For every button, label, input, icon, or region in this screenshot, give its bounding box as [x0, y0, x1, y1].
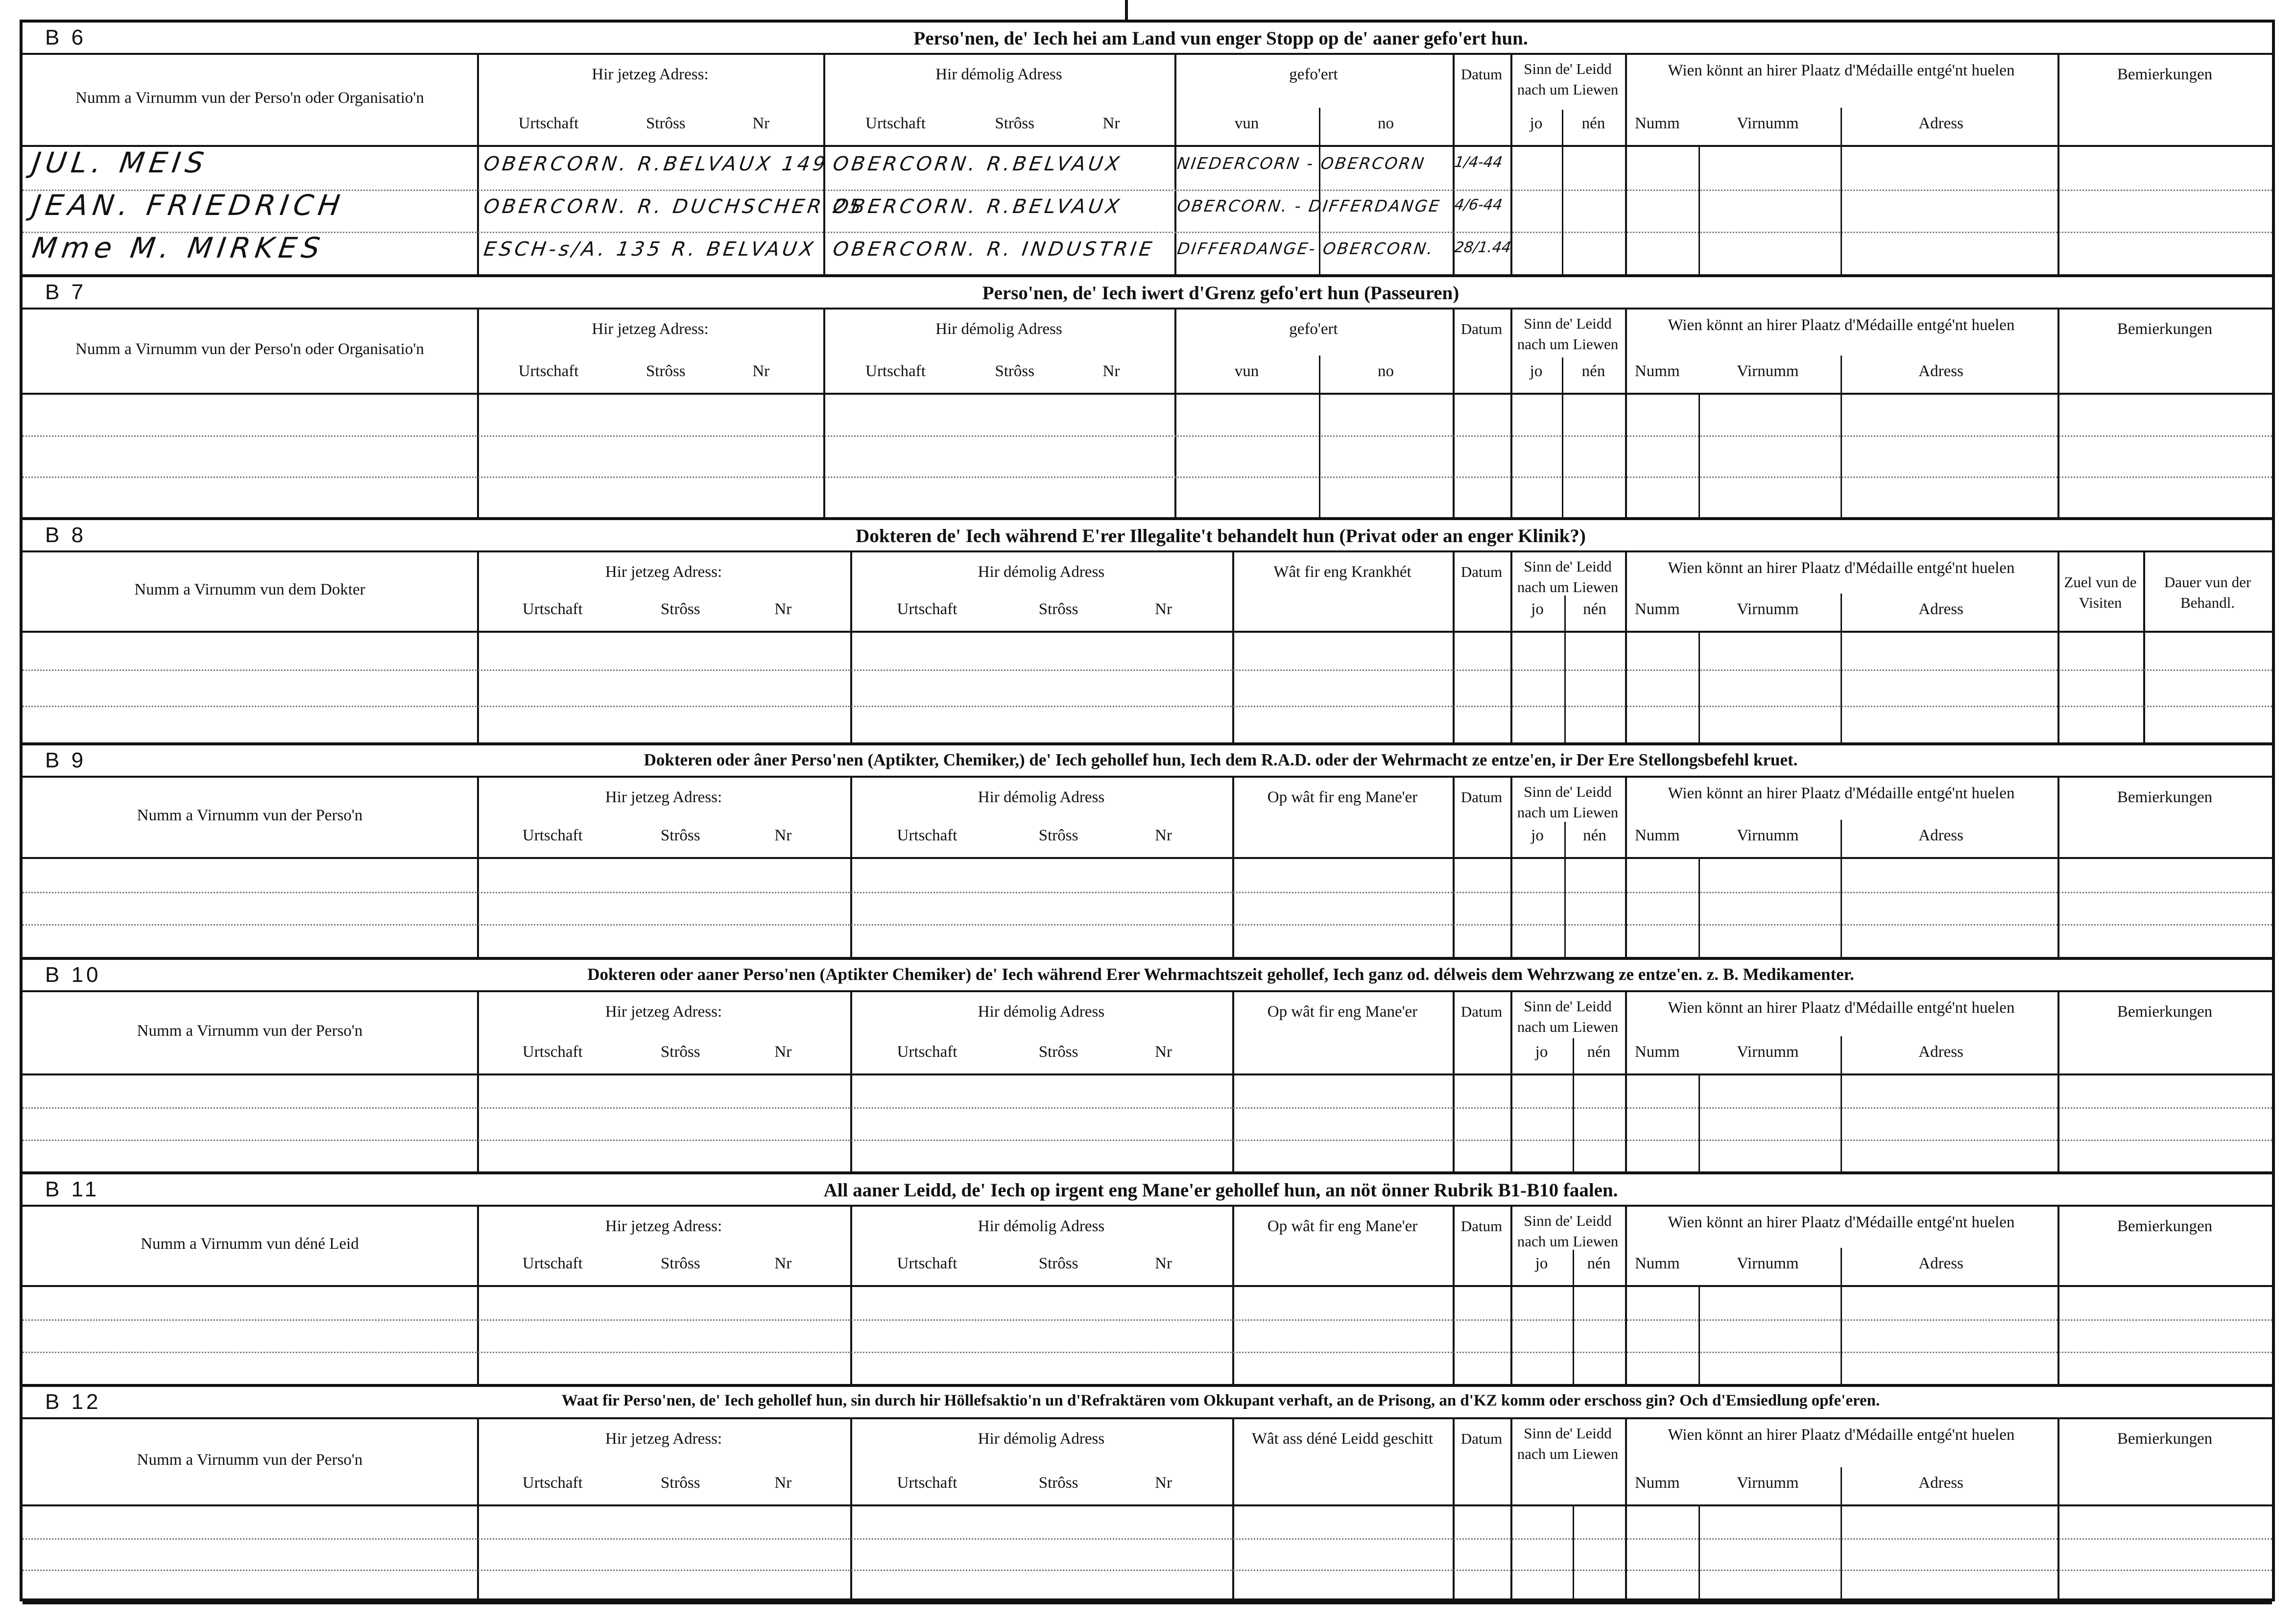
urtschaft-label: Urtschaft	[865, 362, 926, 380]
current-address-header: Hir jetzeg Adress:	[592, 66, 709, 83]
medal-firstname-label: Virnumm	[1737, 1474, 1799, 1492]
date-header: Datum	[1460, 1003, 1503, 1020]
section-title-row	[23, 520, 2272, 552]
handwritten-date: 4/6-44	[1453, 196, 1504, 214]
no-label: nén	[1583, 600, 1606, 618]
stross-label: Strôss	[995, 362, 1035, 380]
urtschaft-label: Urtschaft	[522, 1474, 583, 1492]
handwritten-route: OBERCORN. - DIFFERDANGE	[1176, 196, 1442, 215]
urtschaft-label: Urtschaft	[522, 1255, 583, 1272]
medal-firstname-label: Virnumm	[1737, 600, 1799, 618]
medal-name-label: Numm	[1634, 1255, 1680, 1272]
column-divider	[1232, 778, 1234, 957]
medal-header: Wien könnt an hirer Plaatz d'Médaille entgé'nt huelen	[1668, 62, 2015, 79]
medal-name-label: Numm	[1634, 115, 1680, 132]
yes-label: jo	[1530, 115, 1543, 132]
nr-label: Nr	[1102, 362, 1120, 380]
name-column-header: Numm a Virnumm vun dem Dokter	[134, 581, 365, 598]
column-divider	[1232, 992, 1234, 1171]
date-header: Datum	[1460, 563, 1503, 580]
mid-column-header: Op wât fir eng Mane'er	[1267, 788, 1418, 806]
name-column-header: Numm a Virnumm vun der Perso'n	[137, 807, 363, 824]
handwritten-name: Mme M. MIRKES	[30, 231, 327, 264]
remarks-header: Bemierkungen	[2117, 788, 2213, 806]
medal-subdivider	[1698, 147, 1700, 274]
nr-label: Nr	[1155, 1474, 1172, 1492]
remarks-header: Bemierkungen	[2117, 1430, 2213, 1448]
stross-label: Strôss	[1038, 827, 1078, 844]
stross-label: Strôss	[1038, 1255, 1078, 1272]
former-address-header: Hir démolig Adress	[935, 66, 1062, 83]
section-b8	[23, 520, 2272, 745]
alive-header: Sinn de' Leidd nach um Liewen	[1517, 783, 1619, 821]
medal-firstname-label: Virnumm	[1737, 827, 1799, 844]
column-divider	[1625, 1207, 1627, 1384]
column-divider	[1174, 55, 1176, 274]
yes-label: jo	[1535, 1255, 1548, 1272]
alive-header: Sinn de' Leidd nach um Liewen	[1517, 558, 1619, 596]
handwritten-date: 28/1.44	[1453, 239, 1512, 256]
handwritten-former-address: OBERCORN. R. INDUSTRIE	[831, 238, 1156, 261]
stross-label: Strôss	[1038, 1043, 1078, 1061]
column-divider	[823, 310, 825, 517]
column-divider	[1625, 55, 1627, 274]
alive-header: Sinn de' Leidd nach um Liewen	[1517, 1425, 1619, 1462]
stross-label: Strôss	[1038, 600, 1078, 618]
medal-subdivider	[1698, 395, 1700, 517]
section-title: Dokteren oder aaner Perso'nen (Aptikter Chemiker) de' Iech während Erer Wehrmachtszeit gehollef, Iech ganz od. délweis dem Wehrzwang ze entze'en. z. B. Medikamenter.	[587, 965, 1854, 984]
mid-column-header: Op wât fir eng Mane'er	[1267, 1003, 1418, 1021]
column-divider	[1625, 992, 1627, 1171]
nr-label: Nr	[774, 1474, 792, 1492]
header-separator	[23, 631, 2272, 633]
nr-label: Nr	[774, 827, 792, 844]
former-address-header: Hir démolig Adress	[978, 563, 1105, 581]
header-separator	[23, 1285, 2272, 1287]
stross-label: Strôss	[660, 1255, 700, 1272]
section-code: B 6	[45, 25, 87, 49]
handwritten-current-address: OBERCORN. R. DUCHSCHER 25	[482, 195, 866, 218]
section-title: Perso'nen, de' Iech iwert d'Grenz gefo'ert hun (Passeuren)	[982, 283, 1459, 304]
medal-subdivider	[1698, 1075, 1700, 1171]
header-separator	[23, 1504, 2272, 1506]
former-address-header: Hir démolig Adress	[935, 320, 1062, 338]
name-column-header: Numm a Virnumm vun der Perso'n	[137, 1451, 363, 1469]
mid-column-header: Op wât fir eng Mane'er	[1267, 1217, 1418, 1235]
medal-firstname-label: Virnumm	[1737, 1043, 1799, 1061]
section-code: B 10	[45, 963, 101, 987]
alive-header: Sinn de' Leidd nach um Liewen	[1517, 315, 1619, 353]
remarks-header: Bemierkungen	[2117, 1003, 2213, 1021]
medal-subdivider	[1698, 1506, 1700, 1601]
handwritten-former-address: OBERCORN. R.BELVAUX	[831, 153, 1124, 175]
entry-row-line	[23, 232, 2272, 233]
entry-row-line	[23, 1319, 2272, 1321]
entry-row-line	[23, 892, 2272, 893]
section-grid	[23, 1419, 2272, 1601]
header-separator	[23, 857, 2272, 859]
header-separator	[23, 393, 2272, 395]
entry-row-line	[23, 1570, 2272, 1571]
name-column-header: Numm a Virnumm vun déné Leid	[141, 1235, 359, 1253]
medal-firstname-label: Virnumm	[1737, 362, 1799, 380]
section-b9	[23, 745, 2272, 960]
section-grid	[23, 310, 2272, 517]
handwritten-current-address: ESCH-s/A. 135 R. BELVAUX	[482, 238, 818, 261]
column-divider	[1510, 1207, 1512, 1384]
header-separator	[23, 145, 2272, 147]
mid-column-header: Wât ass déné Leidd geschitt	[1251, 1430, 1434, 1448]
section-title-row	[23, 23, 2272, 55]
entry-row-line	[23, 1538, 2272, 1540]
column-divider	[1453, 310, 1455, 517]
handwritten-route: DIFFERDANGE- OBERCORN.	[1176, 239, 1435, 258]
urtschaft-label: Urtschaft	[897, 600, 957, 618]
column-divider	[1174, 310, 1176, 517]
medal-name-label: Numm	[1634, 1474, 1680, 1492]
section-b7	[23, 277, 2272, 520]
date-header: Datum	[1460, 1430, 1503, 1447]
urtschaft-label: Urtschaft	[522, 600, 583, 618]
column-divider	[1625, 552, 1627, 742]
stross-label: Strôss	[995, 115, 1035, 132]
section-grid	[23, 55, 2272, 274]
stross-label: Strôss	[660, 1043, 700, 1061]
alive-header: Sinn de' Leidd nach um Liewen	[1517, 998, 1619, 1035]
medal-address-label: Adress	[1918, 1474, 1963, 1492]
medal-name-label: Numm	[1634, 362, 1680, 380]
no-label: nén	[1583, 827, 1606, 844]
medal-subdivider	[1698, 859, 1700, 957]
medal-address-label: Adress	[1918, 362, 1963, 380]
section-code: B 7	[45, 280, 87, 304]
top-edge-mark	[1125, 0, 1128, 22]
section-title: Dokteren oder âner Perso'nen (Aptikter, Chemiker,) de' Iech gehollef hun, Iech dem R.A.D. oder der Wehrmacht ze entze'en, ir Der Ere Stellongsbefehl kruet.	[644, 750, 1798, 769]
medal-name-label: Numm	[1634, 600, 1680, 618]
section-title: Dokteren de' Iech während E'rer Illegalite't behandelt hun (Privat oder an enger Klinik?)	[856, 525, 1586, 547]
medal-subdivider	[1698, 1287, 1700, 1384]
entry-row-line	[23, 190, 2272, 191]
urtschaft-label: Urtschaft	[865, 115, 926, 132]
medal-address-label: Adress	[1918, 600, 1963, 618]
urtschaft-label: Urtschaft	[897, 1474, 957, 1492]
column-divider	[1232, 552, 1234, 742]
section-code: B 9	[45, 748, 87, 772]
former-address-header: Hir démolig Adress	[978, 1217, 1105, 1235]
alive-header: Sinn de' Leidd nach um Liewen	[1517, 60, 1619, 98]
medal-firstname-label: Virnumm	[1737, 1255, 1799, 1272]
medal-name-label: Numm	[1634, 827, 1680, 844]
nr-label: Nr	[752, 362, 770, 380]
to-label: no	[1378, 362, 1394, 380]
entry-row-line	[23, 435, 2272, 437]
header-separator	[23, 1073, 2272, 1075]
current-address-header: Hir jetzeg Adress:	[605, 1217, 722, 1235]
urtschaft-label: Urtschaft	[897, 827, 957, 844]
medal-address-label: Adress	[1918, 115, 1963, 132]
no-label: nén	[1587, 1255, 1611, 1272]
section-grid	[23, 992, 2272, 1171]
date-header: Datum	[1460, 788, 1503, 806]
medal-header: Wien könnt an hirer Plaatz d'Médaille entgé'nt huelen	[1668, 316, 2015, 334]
column-divider	[2057, 55, 2059, 274]
column-divider	[2057, 310, 2059, 517]
stross-label: Strôss	[660, 600, 700, 618]
medal-header: Wien könnt an hirer Plaatz d'Médaille entgé'nt huelen	[1668, 785, 2015, 802]
column-divider	[1510, 552, 1512, 742]
section-code: B 12	[45, 1390, 101, 1414]
handwritten-name: JEAN. FRIEDRICH	[30, 189, 347, 222]
yes-label: jo	[1530, 362, 1543, 380]
date-header: Datum	[1460, 66, 1503, 83]
column-divider	[1510, 310, 1512, 517]
no-label: nén	[1587, 1043, 1611, 1061]
name-column-header: Numm a Virnumm vun der Perso'n oder Organisatio'n	[75, 89, 424, 107]
section-title: Perso'nen, de' Iech hei am Land vun enger Stopp op de' aaner gefo'ert hun.	[913, 28, 1528, 49]
nr-label: Nr	[1155, 600, 1172, 618]
mid-column-header: Wât fir eng Krankhét	[1273, 563, 1411, 581]
yes-label: jo	[1535, 1043, 1548, 1061]
nr-label: Nr	[1155, 1255, 1172, 1272]
urtschaft-label: Urtschaft	[897, 1043, 957, 1061]
handwritten-name: JUL. MEIS	[30, 146, 211, 179]
urtschaft-label: Urtschaft	[518, 115, 579, 132]
former-address-header: Hir démolig Adress	[978, 1430, 1105, 1448]
remarks-header: Bemierkungen	[2117, 66, 2213, 83]
nr-label: Nr	[1102, 115, 1120, 132]
section-grid	[23, 552, 2272, 742]
urtschaft-label: Urtschaft	[897, 1255, 957, 1272]
stross-label: Strôss	[660, 1474, 700, 1492]
medal-header: Wien könnt an hirer Plaatz d'Médaille entgé'nt huelen	[1668, 1214, 2015, 1231]
current-address-header: Hir jetzeg Adress:	[605, 1430, 722, 1448]
name-column-header: Numm a Virnumm vun der Perso'n oder Organisatio'n	[75, 340, 424, 358]
from-label: vun	[1234, 362, 1259, 380]
medal-address-label: Adress	[1918, 1255, 1963, 1272]
former-address-header: Hir démolig Adress	[978, 1003, 1105, 1021]
medal-name-label: Numm	[1634, 1043, 1680, 1061]
medal-subdivider	[1698, 633, 1700, 742]
current-address-header: Hir jetzeg Adress:	[592, 320, 709, 338]
name-column-header: Numm a Virnumm vun der Perso'n	[137, 1022, 363, 1040]
section-title-row	[23, 1174, 2272, 1207]
entry-row-line	[23, 1140, 2272, 1141]
nr-label: Nr	[774, 1043, 792, 1061]
to-label: no	[1378, 115, 1394, 132]
medal-header: Wien könnt an hirer Plaatz d'Médaille entgé'nt huelen	[1668, 559, 2015, 577]
alive-header: Sinn de' Leidd nach um Liewen	[1517, 1212, 1619, 1250]
current-address-header: Hir jetzeg Adress:	[605, 788, 722, 806]
nr-label: Nr	[774, 600, 792, 618]
remarks-header: Bemierkungen	[2117, 1217, 2213, 1235]
medal-firstname-label: Virnumm	[1737, 115, 1799, 132]
yes-label: jo	[1531, 600, 1544, 618]
nr-label: Nr	[752, 115, 770, 132]
duration-header: Dauer vun der Behandl.	[2164, 573, 2251, 611]
section-title: All aaner Leidd, de' Iech op irgent eng Mane'er gehollef hun, an nöt önner Rubrik B1-B10 faalen.	[823, 1180, 1618, 1201]
handwritten-date: 1/4-44	[1453, 154, 1504, 171]
section-b10	[23, 960, 2272, 1174]
handwritten-current-address: OBERCORN. R.BELVAUX 149	[482, 153, 830, 175]
section-grid	[23, 778, 2272, 957]
section-title-row	[23, 960, 2272, 992]
section-b6	[23, 23, 2272, 277]
former-address-header: Hir démolig Adress	[978, 788, 1105, 806]
stross-label: Strôss	[646, 115, 686, 132]
urtschaft-label: Urtschaft	[518, 362, 579, 380]
column-divider	[1625, 310, 1627, 517]
section-grid	[23, 1207, 2272, 1384]
medal-address-label: Adress	[1918, 827, 1963, 844]
section-b11	[23, 1174, 2272, 1387]
date-header: Datum	[1460, 320, 1503, 337]
entry-row-line	[23, 669, 2272, 671]
section-code: B 11	[45, 1177, 100, 1201]
from-label: vun	[1234, 115, 1259, 132]
current-address-header: Hir jetzeg Adress:	[605, 1003, 722, 1021]
entry-row-line	[23, 706, 2272, 707]
urtschaft-label: Urtschaft	[522, 827, 583, 844]
no-label: nén	[1581, 115, 1605, 132]
section-b12	[23, 1387, 2272, 1604]
medal-address-label: Adress	[1918, 1043, 1963, 1061]
medal-header: Wien könnt an hirer Plaatz d'Médaille entgé'nt huelen	[1668, 999, 2015, 1017]
column-divider	[1510, 1419, 1512, 1601]
column-divider	[1510, 992, 1512, 1171]
handwritten-route: NIEDERCORN - OBERCORN	[1176, 154, 1427, 173]
column-divider	[1625, 1419, 1627, 1601]
column-divider	[477, 310, 479, 517]
column-divider	[1232, 1419, 1234, 1601]
current-address-header: Hir jetzeg Adress:	[605, 563, 722, 581]
column-divider	[1510, 778, 1512, 957]
no-label: nén	[1581, 362, 1605, 380]
yes-label: jo	[1531, 827, 1544, 844]
column-divider	[1232, 1207, 1234, 1384]
nr-label: Nr	[774, 1255, 792, 1272]
remarks-header: Bemierkungen	[2117, 320, 2213, 338]
medal-header: Wien könnt an hirer Plaatz d'Médaille entgé'nt huelen	[1668, 1426, 2015, 1444]
mid-column-header: gefo'ert	[1289, 320, 1338, 338]
stross-label: Strôss	[1038, 1474, 1078, 1492]
yes-no-divider	[1573, 1506, 1574, 1601]
entry-row-line	[23, 924, 2272, 926]
section-title-row	[23, 277, 2272, 310]
entry-row-line	[23, 1352, 2272, 1353]
handwritten-former-address: OBERCORN. R.BELVAUX	[831, 195, 1124, 218]
entry-row-line	[23, 1107, 2272, 1109]
nr-label: Nr	[1155, 1043, 1172, 1061]
section-code: B 8	[45, 523, 87, 547]
visits-header: Zuel vun de Visiten	[2064, 573, 2137, 611]
column-divider	[1625, 778, 1627, 957]
nr-label: Nr	[1155, 827, 1172, 844]
form-frame	[20, 20, 2275, 1601]
yes-no-divider	[1562, 110, 1563, 274]
date-header: Datum	[1460, 1217, 1503, 1235]
mid-column-header: gefo'ert	[1289, 66, 1338, 83]
column-divider	[477, 55, 479, 274]
stross-label: Strôss	[646, 362, 686, 380]
section-title-row	[23, 745, 2272, 778]
stross-label: Strôss	[660, 827, 700, 844]
section-title-row	[23, 1387, 2272, 1419]
entry-row-line	[23, 477, 2272, 478]
urtschaft-label: Urtschaft	[522, 1043, 583, 1061]
section-title: Waat fir Perso'nen, de' Iech gehollef hun, sin durch hir Höllefsaktio'n un d'Refraktären vom Okkupant verhaft, an de Prisong, an d'KZ komm oder erschoss gin? Och d'Emsiedlung opfe'eren.	[561, 1392, 1880, 1409]
